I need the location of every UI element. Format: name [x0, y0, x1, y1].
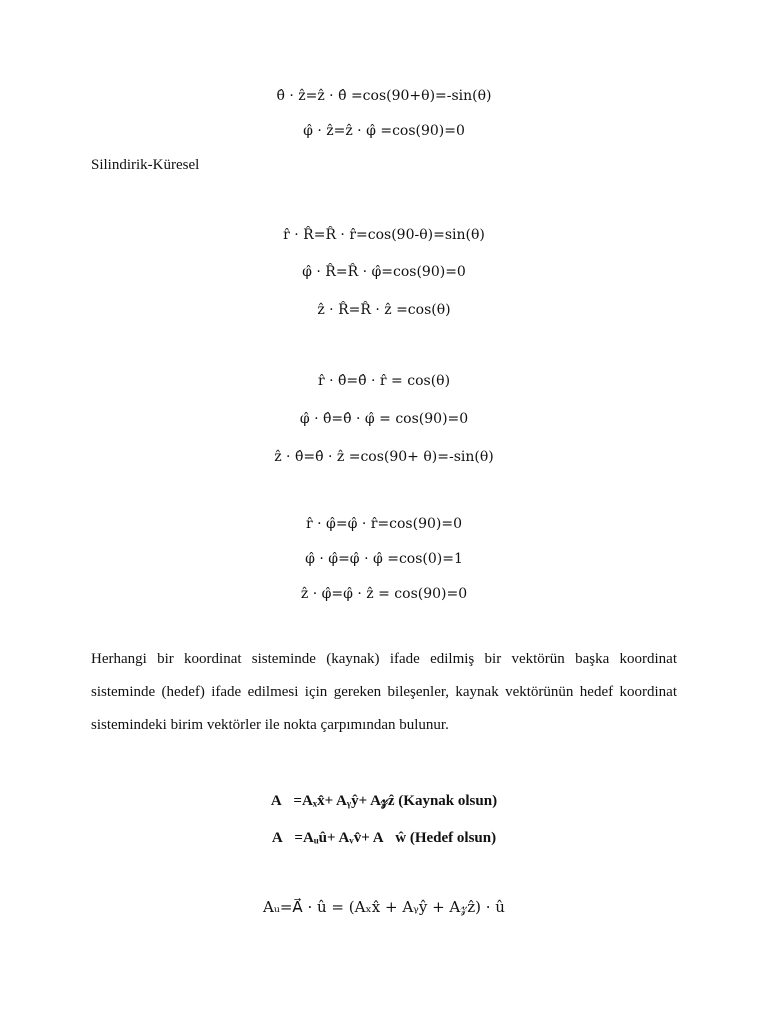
body-paragraph: Herhangi bir koordinat sisteminde (kaynak) ifade edilmiş bir vektörün başka koordinat sisteminde (hedef) ifade edilmesi için gereken bileşenler, kaynak vektörünün hedef koordinat sistemindeki birim vektörler ile nokta çarpımından bulunur.	[91, 651, 677, 733]
equation-phi-R: φ̂ · R̂=R̂ · φ̂=cos(90)=0	[302, 264, 466, 280]
equation-phi-z: φ̂ · ẑ=ẑ · φ̂ =cos(90)=0	[303, 123, 465, 139]
equation-z-R: ẑ · R̂=R̂ · ẑ =cos(θ)	[317, 302, 451, 318]
equation-theta-z: θ̂ · ẑ=ẑ · θ̂ =cos(90+θ)=-sin(θ)	[276, 88, 492, 104]
equation-target-vector: A⃗=Aᵤû+ Aᵥv̂+ A𝓌ŵ (Hedef olsun)	[271, 830, 497, 846]
section-title: Silindirik-Küresel	[91, 157, 200, 173]
equation-r-phi: r̂ · φ̂=φ̂ · r̂=cos(90)=0	[306, 516, 462, 532]
equation-r-theta: r̂ · θ̂=θ̂ · r̂ = cos(θ)	[317, 373, 451, 389]
equation-z-phi: ẑ · φ̂=φ̂ · ẑ = cos(90)=0	[300, 586, 468, 602]
equation-phi-phi: φ̂ · φ̂=φ̂ · φ̂ =cos(0)=1	[305, 551, 463, 567]
equation-z-theta: ẑ · θ̂=θ̂ · ẑ =cos(90+ θ)=-sin(θ)	[274, 449, 494, 465]
equation-component-u: Aᵤ=A⃗ · û = (Aₓx̂ + Aᵧŷ + A𝓏ẑ) · û	[263, 898, 505, 916]
equation-r-R: r̂ · R̂=R̂ · r̂=cos(90-θ)=sin(θ)	[283, 227, 485, 243]
equation-phi-theta: φ̂ · θ̂=θ̂ · φ̂ = cos(90)=0	[299, 411, 469, 427]
equation-source-vector: A⃗=Aₓx̂+ Aᵧŷ+ A𝓏ẑ (Kaynak olsun)	[270, 793, 498, 809]
